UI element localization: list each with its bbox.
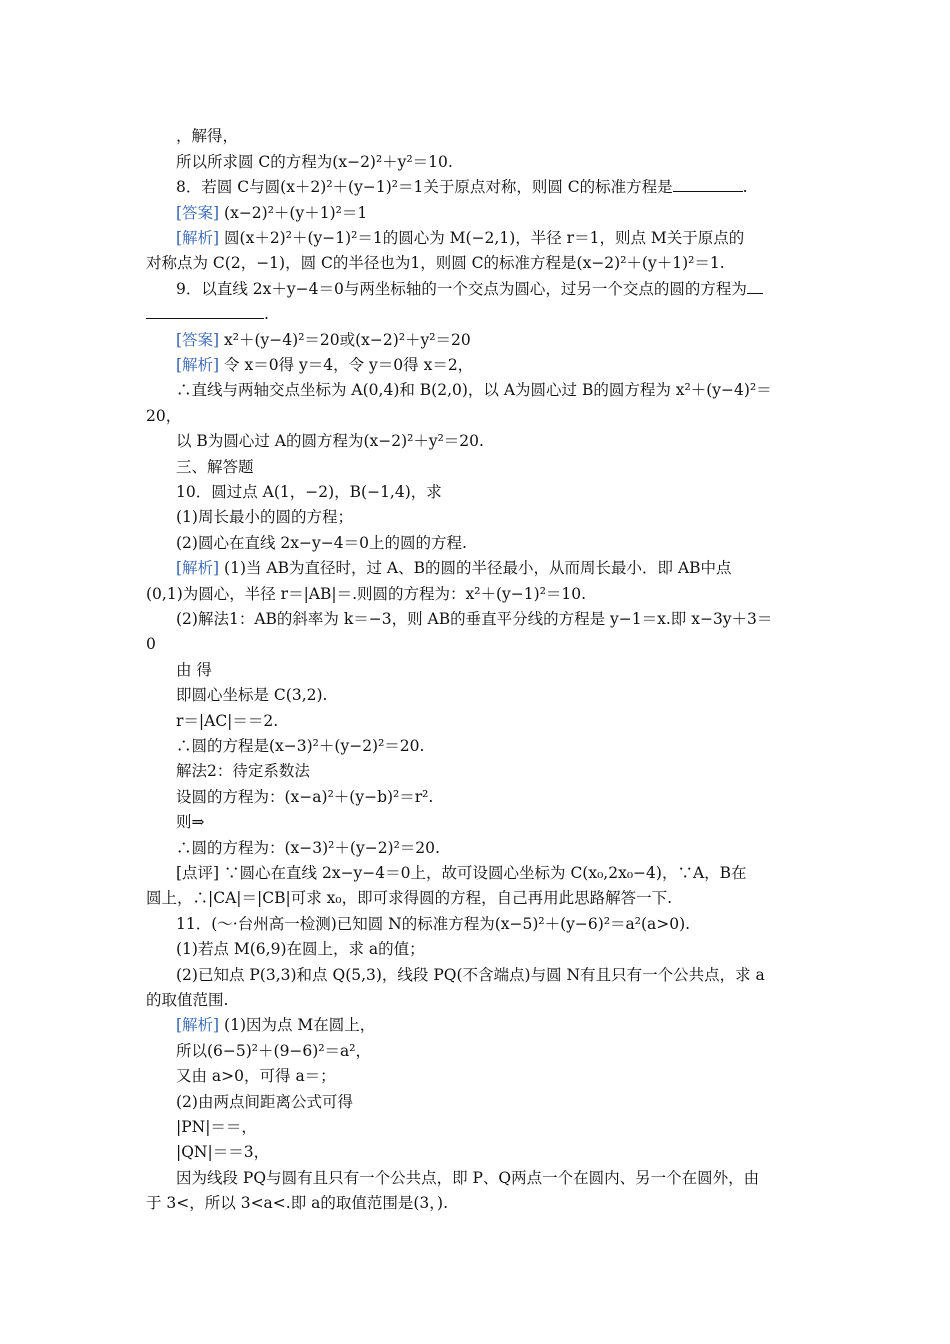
text-line: . — [146, 304, 269, 324]
text-line: ∴直线与两轴交点坐标为 A(0,4)和 B(2,0)，以 A为圆心过 B的圆方程为 x²＋(y−4)²＝ — [176, 381, 772, 399]
answer-line: [答案] x²＋(y−4)²＝20或(x−2)²＋y²＝20 — [176, 331, 471, 349]
answer-tag: [答案] — [176, 331, 220, 349]
answer-tag: [答案] — [176, 204, 220, 222]
text-line: 设圆的方程为：(x−a)²＋(y−b)²＝r². — [176, 788, 434, 806]
text-line: 由 得 — [176, 661, 212, 679]
answer-blank — [747, 279, 763, 294]
text-line: 又由 a>0，可得 a＝； — [176, 1067, 336, 1085]
text-line: 则⇒ — [176, 813, 205, 831]
text-line: ，解得， — [176, 127, 239, 145]
text-line: (2)圆心在直线 2x−y−4＝0上的圆的方程. — [176, 534, 467, 552]
text-line: 的取值范围. — [146, 991, 229, 1009]
text-line: 20， — [146, 407, 182, 425]
text-line: r＝|AC|＝＝2. — [176, 712, 279, 730]
analysis-line: [解析] 令 x＝0得 y＝4，令 y＝0得 x＝2， — [176, 356, 474, 374]
question-9: 9．以直线 2x＋y−4＝0与两坐标轴的一个交点为圆心，过另一个交点的圆的方程为 — [176, 279, 763, 299]
analysis-line: [解析] (1)因为点 M在圆上， — [176, 1016, 376, 1034]
text-line: ∴圆的方程是(x−3)²＋(y−2)²＝20. — [176, 737, 425, 755]
text-line: (0,1)为圆心，半径 r＝|AB|＝.则圆的方程为：x²＋(y−1)²＝10. — [146, 585, 587, 603]
text-line: |PN|＝＝， — [176, 1118, 257, 1136]
text-line: (2)解法1：AB的斜率为 k＝−3，则 AB的垂直平分线的方程是 y−1＝x.即 x−3y＋3＝ — [176, 610, 773, 628]
text-line: 圆上，∴|CA|＝|CB|可求 x₀，即可求得圆的方程，自己再用此思路解答一下. — [146, 889, 673, 907]
text-line: (1)若点 M(6,9)在圆上，求 a的值； — [176, 940, 425, 958]
question-8: 8．若圆 C与圆(x＋2)²＋(y−1)²＝1关于原点对称，则圆 C的标准方程是 . — [176, 178, 748, 196]
analysis-line: [解析] 圆(x＋2)²＋(y−1)²＝1的圆心为 M(−2,1)，半径 r＝1，则点 M关于原点的 — [176, 229, 745, 247]
question-11: 11．(～·台州高一检测)已知圆 N的标准方程为(x−5)²＋(y−6)²＝a²(a>0). — [176, 915, 691, 933]
analysis-tag: [解析] — [176, 356, 220, 374]
text-line: 于 3<，所以 3<a<.即 a的取值范围是(3，). — [146, 1194, 449, 1212]
text-line: 即圆心坐标是 C(3,2). — [176, 686, 328, 704]
text-line: 对称点为 C(2，−1)，圆 C的半径也为1，则圆 C的标准方程是(x−2)²＋(y＋1)²＝1. — [146, 254, 725, 272]
analysis-tag: [解析] — [176, 1016, 220, 1034]
text-line: 0 — [146, 635, 156, 653]
text-line: (1)周长最小的圆的方程； — [176, 508, 353, 526]
analysis-tag: [解析] — [176, 559, 220, 577]
text-line: 所以(6−5)²＋(9−6)²＝a²， — [176, 1042, 371, 1060]
comment-tag: [点评] — [176, 864, 220, 882]
text-line: |QN|＝＝3， — [176, 1143, 270, 1161]
text-line: 以 B为圆心过 A的圆方程为(x−2)²＋y²＝20. — [176, 432, 484, 450]
question-10: 10．圆过点 A(1，−2)，B(−1,4)，求 — [176, 483, 442, 501]
text-line: 解法2：待定系数法 — [176, 762, 310, 780]
analysis-line: [解析] (1)当 AB为直径时，过 A、B的圆的半径最小，从而周长最小．即 AB中点 — [176, 559, 732, 577]
section-heading: 三、解答题 — [176, 458, 254, 476]
text-line: ∴圆的方程为：(x−3)²＋(y−2)²＝20. — [176, 839, 440, 857]
answer-line: [答案] (x−2)²＋(y＋1)²＝1 — [176, 204, 368, 222]
answer-blank — [673, 177, 743, 192]
text-line: 所以所求圆 C的方程为(x−2)²＋y²＝10. — [176, 153, 453, 171]
text-line: 因为线段 PQ与圆有且只有一个公共点，即 P、Q两点一个在圆内、另一个在圆外，由 — [176, 1169, 760, 1187]
text-line: (2)已知点 P(3,3)和点 Q(5,3)，线段 PQ(不含端点)与圆 N有且只有一个公共点，求 a — [176, 966, 765, 984]
answer-blank — [146, 304, 264, 319]
comment-line: [点评] ∵圆心在直线 2x−y−4＝0上，故可设圆心坐标为 C(x₀,2x₀−4)，∵A，B在 — [176, 864, 747, 882]
analysis-tag: [解析] — [176, 229, 220, 247]
text-line: (2)由两点间距离公式可得 — [176, 1093, 353, 1111]
